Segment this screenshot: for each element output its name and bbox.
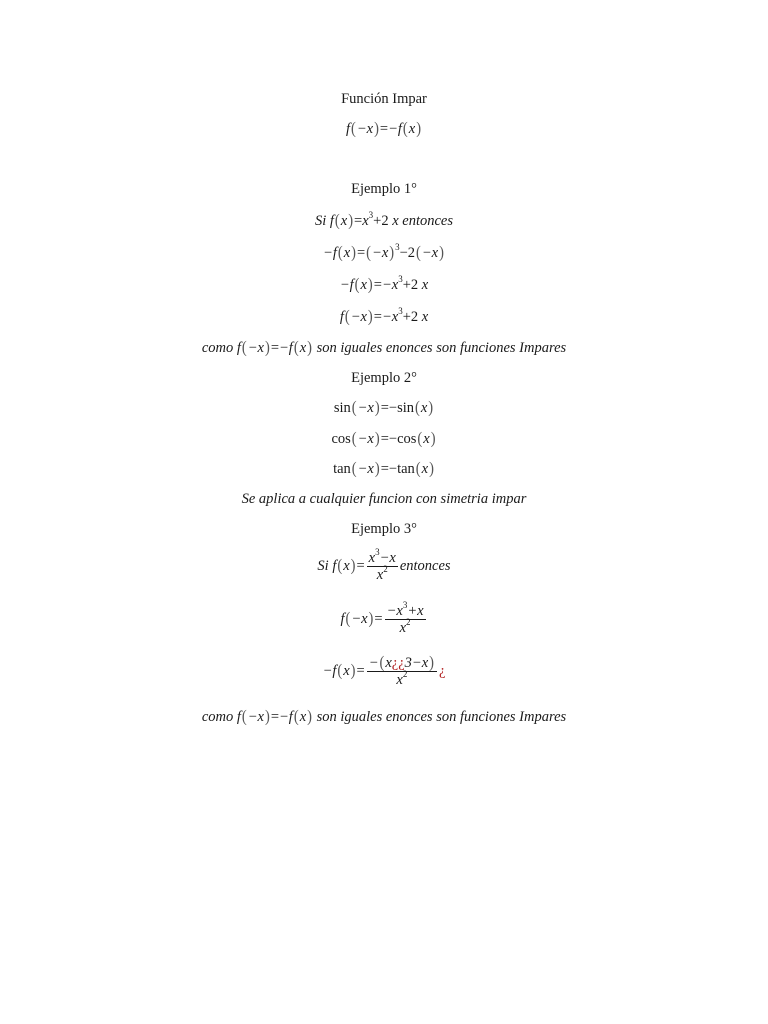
exponent: 3 <box>368 210 374 220</box>
example-3-line-3: −f(x)= $\frac{-(x¿¿3-x)}{x^2}$ ¿ <box>322 653 446 688</box>
sym: cos <box>331 431 351 447</box>
sym: x <box>431 245 439 261</box>
sym: Si <box>314 213 327 229</box>
sym: tan <box>397 461 415 477</box>
sym: − <box>421 245 432 261</box>
exponent: 2 <box>383 564 388 574</box>
sym: −x <box>386 603 403 619</box>
sym: −2 <box>399 245 416 261</box>
sym: x <box>396 672 403 688</box>
example-1-line-3: $-f(x)=-x^3+2$ x <box>339 274 429 295</box>
sym: = <box>354 213 363 229</box>
sym: f <box>236 709 241 725</box>
sym: − <box>356 121 367 137</box>
example-2-heading <box>0 370 768 387</box>
example-2-tan: tan(−x)=−tan(x) <box>333 459 434 479</box>
sym: 3−x <box>404 655 429 671</box>
sym: como <box>201 340 234 356</box>
sym: −f <box>279 709 293 725</box>
fraction <box>367 547 398 583</box>
example-2-sin: sin(−x)=−sin(x) <box>333 398 434 418</box>
sym: como <box>201 709 234 725</box>
exponent: 3 <box>398 306 403 316</box>
sym: −x <box>379 550 396 566</box>
exponent: 3 <box>398 274 403 284</box>
sym: x <box>366 121 374 137</box>
sym: f <box>329 213 334 229</box>
sym: x <box>367 461 374 477</box>
exponent: 3 <box>402 600 408 610</box>
sym: = <box>270 709 280 725</box>
sym: x <box>343 245 351 261</box>
example-1-line-4: $f(-x)=-x^3+2$ x <box>339 306 429 327</box>
sym: f <box>236 340 241 356</box>
heading-text: Ejemplo 1° <box>351 181 417 197</box>
fraction: $\frac{-(x¿¿3-x)}{x^2}$ <box>367 655 437 688</box>
sym: sin <box>333 400 351 416</box>
heading-text: Ejemplo 2° <box>351 370 417 386</box>
sym: x <box>421 309 429 325</box>
sym: x <box>420 400 428 416</box>
sym: x <box>299 340 307 356</box>
heading-text: Ejemplo 3° <box>351 521 417 537</box>
sym: = <box>379 121 389 137</box>
sym: − <box>357 431 368 447</box>
sym: x <box>381 245 389 261</box>
sym: = <box>270 340 280 356</box>
sym: +x <box>407 603 424 619</box>
fraction <box>385 600 426 636</box>
sym: f <box>332 557 337 574</box>
sym: x <box>423 431 430 447</box>
example-1-conclusion: como f(−x)=−f(x) son iguales enonces son funciones Impares <box>201 338 567 358</box>
sym: = <box>380 400 389 416</box>
sym: x <box>367 400 374 416</box>
sym: = <box>356 662 365 679</box>
exponent: 3 <box>395 242 400 252</box>
sym: entonces <box>399 557 451 574</box>
sym: +2 <box>402 277 419 293</box>
sym: x <box>421 277 429 293</box>
sym: − <box>388 400 398 416</box>
sym: − <box>388 461 398 477</box>
sym: x <box>368 550 376 566</box>
sym: f <box>340 610 345 627</box>
note-text: Se aplica a cualquier funcion con simetria impar <box>241 491 527 507</box>
sym: = <box>373 277 382 293</box>
title-text: Función Impar <box>341 91 427 107</box>
sym: x <box>399 620 407 636</box>
sym: = <box>356 245 366 261</box>
sym: − <box>368 655 379 671</box>
sym: − <box>372 245 382 261</box>
sym: x <box>361 610 368 627</box>
exponent: 2 <box>402 669 408 679</box>
page-title <box>0 91 768 108</box>
sym: x <box>343 557 350 574</box>
sym: −f <box>339 277 354 293</box>
example-2-note <box>0 491 768 508</box>
sym: − <box>350 309 361 325</box>
sym: − <box>247 709 258 725</box>
sym: sin <box>397 400 414 416</box>
sym: − <box>357 461 368 477</box>
example-1-heading <box>0 181 768 198</box>
sym: −f <box>279 340 293 356</box>
sym: x <box>343 662 350 679</box>
sym: x <box>360 277 367 293</box>
example-3-line-1: Si f(x)= $\frac{x^3-x}{x^2}$ entonces <box>317 547 451 583</box>
sym: − <box>357 400 368 416</box>
example-3-line-2: f(−x)= $\frac{-x^3+x}{x^2}$ <box>340 600 424 636</box>
sym: = <box>380 431 389 447</box>
sym: +2 <box>402 309 419 325</box>
sym: = <box>380 461 389 477</box>
example-2-cos: cos(−x)=−cos(x) <box>331 429 436 449</box>
sym: − <box>388 431 398 447</box>
sym: x <box>257 340 264 356</box>
sym: x <box>340 213 348 229</box>
sym: x <box>299 709 307 725</box>
error-glyph: ¿ <box>438 662 446 679</box>
exponent: 3 <box>375 547 380 557</box>
conclusion-text: son iguales enonces son funciones Impares <box>316 340 567 356</box>
sym: −f <box>322 662 337 679</box>
sym: x <box>421 461 429 477</box>
sym: +2 <box>373 213 389 229</box>
example-1-line-1: Si $f(x)=x^3+2$ x entonces <box>314 210 454 231</box>
sym: x <box>385 655 392 671</box>
sym: − <box>247 340 258 356</box>
sym: x <box>360 309 367 325</box>
sym: x <box>376 567 384 583</box>
sym: x <box>257 709 264 725</box>
sym: Si <box>317 557 329 574</box>
exponent: 2 <box>406 617 411 627</box>
sym: entonces <box>402 213 454 229</box>
example-3-heading <box>0 521 768 538</box>
sym: x <box>392 213 399 229</box>
sym: −f <box>323 245 337 261</box>
example-3-conclusion: como f(−x)=−f(x) son iguales enonces son funciones Impares <box>201 707 567 727</box>
sym: f <box>339 309 344 325</box>
sym: x <box>362 213 369 229</box>
example-1-line-2: $-f(x)=(-x)^3-2(-x)$ <box>323 242 444 263</box>
sym: tan <box>333 461 351 477</box>
sym: f <box>345 121 350 137</box>
sym: x <box>408 121 416 137</box>
error-glyph: ¿¿ <box>391 655 405 671</box>
sym: − <box>351 610 362 627</box>
sym: x <box>367 431 374 447</box>
sym: cos <box>397 431 417 447</box>
sym: −x <box>381 277 399 293</box>
conclusion-text: son iguales enonces son funciones Impares <box>316 709 567 725</box>
sym: = <box>356 557 365 574</box>
sym: −f <box>388 121 402 137</box>
sym: −x <box>381 309 399 325</box>
definition-formula: f(−x)=−f(x) <box>345 119 422 139</box>
sym: = <box>373 309 382 325</box>
sym: = <box>374 610 383 627</box>
